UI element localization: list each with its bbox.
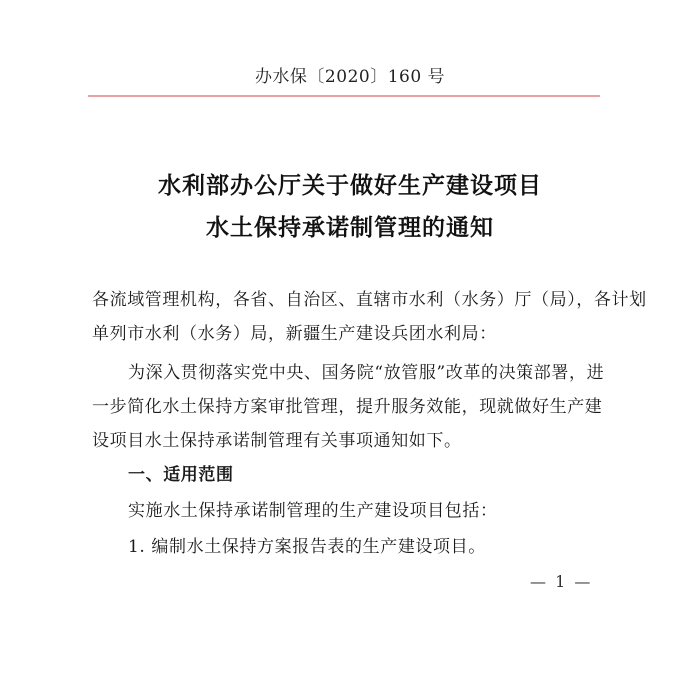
document-title-line-1: 水利部办公厅关于做好生产建设项目 (158, 173, 542, 199)
intro-line-3: 设项目水土保持承诺制管理有关事项通知如下。 (92, 431, 462, 451)
intro-line-1: 为深入贯彻落实党中央、国务院“放管服”改革的决策部署，进 (128, 363, 605, 383)
addressee-paragraph (92, 283, 647, 351)
document-number: 办水保〔2020〕160 号 (254, 67, 446, 87)
intro-paragraph (92, 356, 612, 458)
section-1-heading: 一、适用范围 (128, 465, 234, 485)
list-item-1: 1. 编制水土保持方案报告表的生产建设项目。 (128, 537, 486, 557)
intro-line-2: 一步简化水土保持方案审批管理，提升服务效能，现就做好生产建 (92, 397, 603, 417)
section-1-text: 实施水土保持承诺制管理的生产建设项目包括： (128, 501, 498, 521)
document-title-line-2: 水土保持承诺制管理的通知 (206, 215, 494, 241)
addressee-line-2: 单列市水利（水务）局，新疆生产建设兵团水利局： (92, 324, 497, 344)
page-number: — 1 — (530, 572, 593, 591)
red-separator-rule (88, 95, 600, 97)
addressee-line-1: 各流域管理机构，各省、自治区、直辖市水利（水务）厅（局），各计划 (92, 290, 647, 310)
